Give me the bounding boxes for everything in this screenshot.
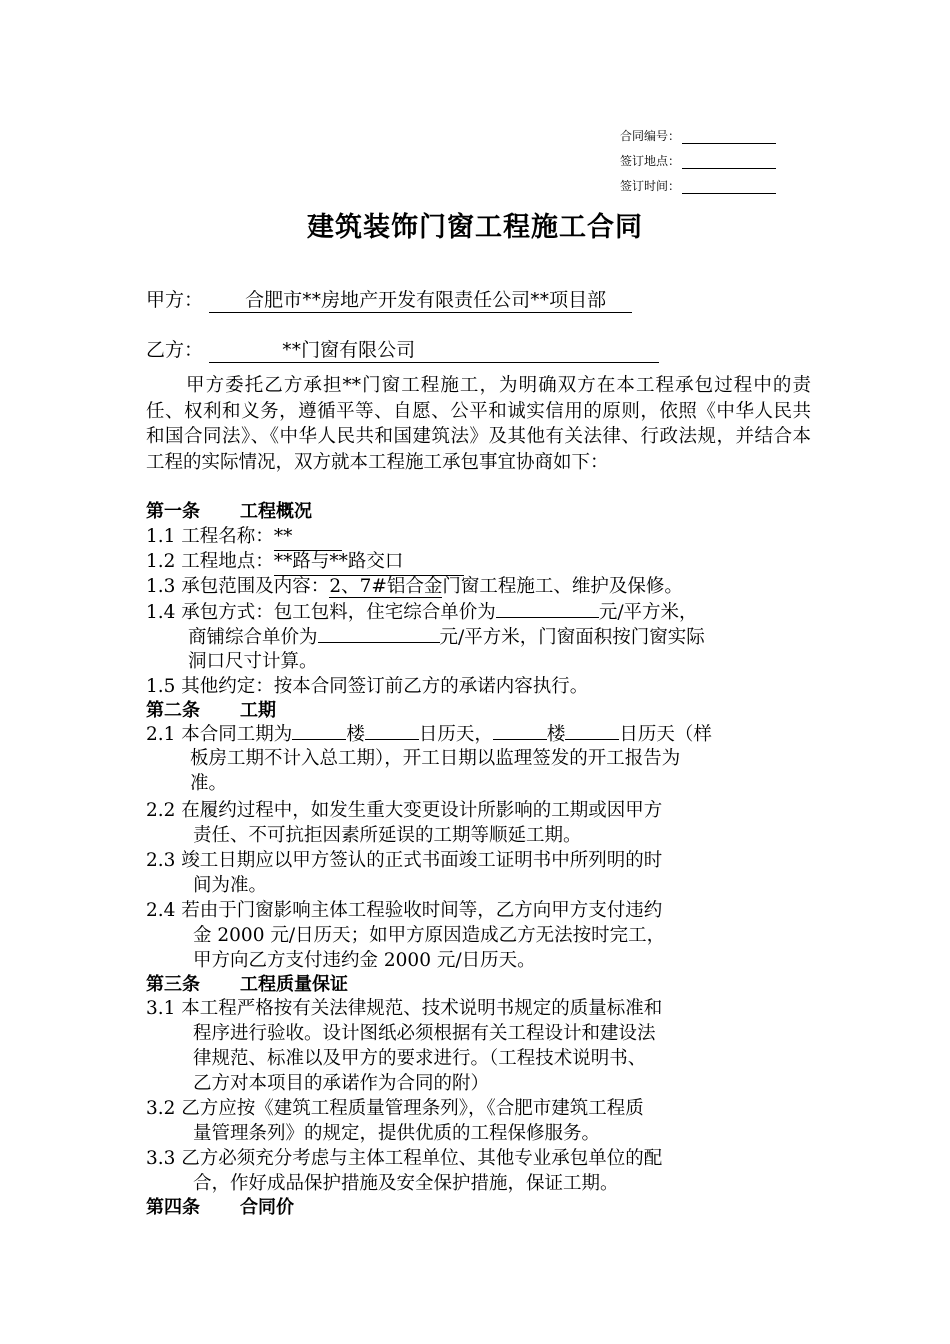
item-2-2-line-2: 责任、不可抗拒因素所延误的工期等顺延工期。: [193, 825, 582, 846]
commercial-price-blank: [318, 624, 440, 643]
contract-number-blank: [682, 131, 776, 144]
item-1-2-value: **路与**路交口: [274, 549, 464, 576]
item-3-1-line-1: 3.1 本工程严格按有关法律规范、技术说明书规定的质量标准和: [146, 998, 663, 1019]
item-2-1-text-c: 日历天，: [418, 724, 493, 745]
sign-place-blank: [682, 156, 776, 169]
party-b-value: **门窗有限公司: [209, 338, 659, 363]
party-a-value: 合肥市**房地产开发有限责任公司**项目部: [209, 288, 632, 313]
residential-price-blank: [496, 599, 599, 618]
party-a-label: 甲方：: [146, 289, 204, 311]
intro-text: 甲方委托乙方承担**门窗工程施工，为明确双方在本工程承包过程中的责任、权利和义务，遵循平等、自愿、公平和诚实信用的原则，依照《中华人民共和国合同法》、《中华人民共和国建筑法》及其他有关法律、行政法规，并结合本工程的实际情况，双方就本工程施工承包事宜协商如下：: [146, 375, 811, 473]
item-2-1-line-3: 准。: [190, 773, 228, 794]
item-1-4-text-c: 商铺综合单价为: [188, 627, 318, 648]
intro-paragraph: [146, 373, 811, 475]
item-3-2-line-2: 量管理条列》的规定，提供优质的工程保修服务。: [193, 1123, 601, 1144]
item-2-3-line-2: 间为准。: [193, 875, 268, 896]
duration-blank-1: [292, 721, 346, 740]
item-1-4-text-d: 元/平方米，门窗面积按门窗实际: [439, 627, 705, 648]
item-2-1-text-a: 2.1 本合同工期为: [146, 724, 293, 745]
duration-blank-3: [493, 721, 547, 740]
item-2-1-text-b: 楼: [346, 724, 365, 745]
item-1-4-line-2: [188, 624, 705, 651]
duration-blank-4: [565, 721, 619, 740]
item-2-4-line-2: 金 2000 元/日历天；如甲方原因造成乙方无法按时完工，: [193, 925, 666, 946]
contract-number-label: 合同编号：: [620, 129, 681, 143]
item-1-1-label: 1.1 工程名称：: [146, 526, 274, 547]
item-1-3-rest: 门窗工程施工、维护及保修。: [442, 576, 683, 597]
article-2-number: 第二条: [146, 700, 200, 721]
party-b: [146, 338, 659, 363]
article-4-title: 合同价: [240, 1197, 294, 1218]
article-2-title: 工期: [240, 700, 276, 721]
item-2-1-text-d: 楼: [546, 724, 566, 745]
item-1-4-line-1: [146, 599, 698, 626]
item-1-3-label: 1.3 承包范围及内容：: [146, 576, 330, 597]
sign-time-field: [620, 178, 820, 194]
party-b-label: 乙方：: [146, 339, 204, 361]
contract-number-field: [620, 128, 820, 144]
item-1-4-line-3: 洞口尺寸计算。: [188, 651, 318, 672]
document-title: 建筑装饰门窗工程施工合同: [307, 212, 643, 243]
item-2-2-line-1: 2.2 在履约过程中，如发生重大变更设计所影响的工期或因甲方: [146, 800, 663, 821]
item-1-3-value: 2、7#铝合金: [329, 576, 443, 597]
article-3-title: 工程质量保证: [240, 974, 348, 995]
item-1-1: [146, 524, 342, 551]
item-3-1-line-2: 程序进行验收。设计图纸必须根据有关工程设计和建设法: [193, 1023, 656, 1044]
item-1-2-label: 1.2 工程地点：: [146, 551, 274, 572]
item-1-4-text-a: 1.4 承包方式：包工包料，住宅综合单价为: [146, 602, 496, 623]
item-1-5: 1.5 其他约定：按本合同签订前乙方的承诺内容执行。: [146, 676, 589, 697]
article-3-heading: [146, 972, 348, 998]
sign-time-label: 签订时间：: [620, 179, 681, 193]
item-2-1-text-e: 日历天（样: [619, 724, 712, 745]
item-2-3-line-1: 2.3 竣工日期应以甲方签认的正式书面竣工证明书中所列明的时: [146, 850, 663, 871]
sign-time-blank: [682, 181, 776, 194]
duration-blank-2: [365, 721, 419, 740]
article-3-number: 第三条: [146, 974, 200, 995]
item-1-3: [146, 574, 683, 600]
item-2-4-line-3: 甲方向乙方支付违约金 2000 元/日历天。: [193, 950, 536, 971]
item-2-1-line-2: 板房工期不计入总工期），开工日期以监理签发的开工报告为: [190, 748, 681, 769]
article-4-number: 第四条: [146, 1197, 200, 1218]
article-1-heading: [146, 499, 312, 525]
article-4-heading: [146, 1195, 294, 1221]
item-3-1-line-4: 乙方对本项目的承诺作为合同的附）: [193, 1073, 490, 1094]
item-2-4-line-1: 2.4 若由于门窗影响主体工程验收时间等，乙方向甲方支付违约: [146, 900, 663, 921]
item-1-4-text-b: 元/平方米，: [598, 602, 698, 623]
item-1-1-value: **: [274, 524, 342, 551]
article-2-heading: [146, 698, 276, 724]
item-3-2-line-1: 3.2 乙方应按《建筑工程质量管理条列》，《合肥市建筑工程质: [146, 1098, 644, 1119]
article-1-number: 第一条: [146, 501, 200, 522]
item-1-2: [146, 549, 464, 576]
item-3-3-line-2: 合，作好成品保护措施及安全保护措施，保证工期。: [193, 1173, 619, 1194]
sign-place-field: [620, 153, 820, 169]
item-3-1-line-3: 律规范、标准以及甲方的要求进行。（工程技术说明书、: [193, 1048, 647, 1069]
party-a: [146, 288, 632, 313]
item-2-1-line-1: [146, 721, 712, 748]
article-1-title: 工程概况: [240, 501, 312, 522]
sign-place-label: 签订地点：: [620, 154, 681, 168]
item-3-3-line-1: 3.3 乙方必须充分考虑与主体工程单位、其他专业承包单位的配: [146, 1148, 663, 1169]
